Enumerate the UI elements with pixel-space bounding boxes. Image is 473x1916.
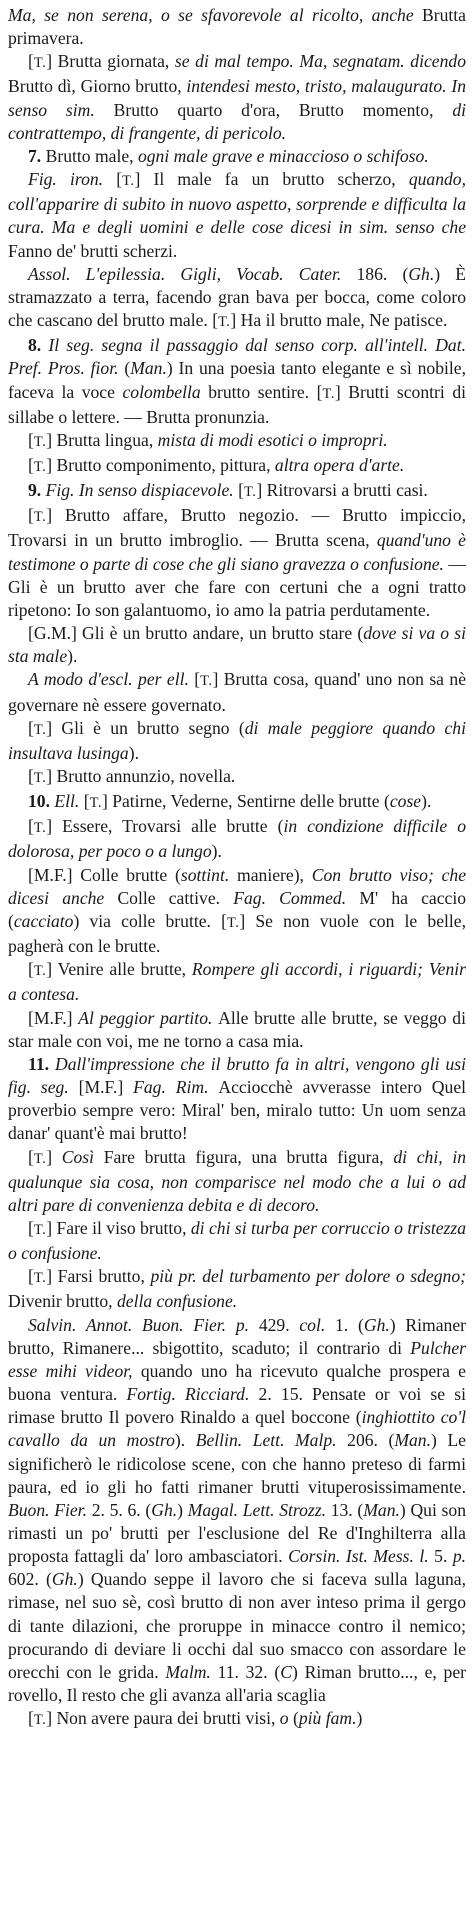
- text-run: sottint.: [180, 864, 238, 885]
- text-run: T.: [322, 385, 335, 402]
- text-run: Il seg. segna il passaggio dal senso corp. all'intell. Dat. Pref. Pros. fior.: [8, 335, 466, 379]
- entry-paragraph: [8, 1217, 466, 1265]
- text-run: Gh.: [51, 1569, 78, 1590]
- text-run: Magal. Lett. Strozz.: [187, 1499, 331, 1520]
- text-run: 186. (: [356, 263, 409, 284]
- text-run: ] Brutta lingua,: [46, 429, 158, 450]
- text-run: 1. (: [335, 1314, 364, 1335]
- text-run: [G.M.] Gli è un brutto andare, un brutto stare (: [28, 623, 364, 644]
- text-run: 2. 5. 6. (: [91, 1499, 152, 1520]
- entry-paragraph: [8, 1146, 466, 1217]
- text-run: colombella: [122, 381, 209, 402]
- text-run: C: [280, 1661, 292, 1682]
- text-run: cacciato: [13, 910, 74, 931]
- text-run: o: [279, 1708, 293, 1729]
- text-run: più fam.: [298, 1708, 357, 1729]
- text-run: ] Brutto annunzio, novella.: [46, 766, 236, 786]
- text-run: 7.: [28, 145, 46, 166]
- text-run: [: [28, 717, 34, 738]
- text-run: ] Brutti scontri di sillabe o lettere. — Brutta pronunzia.: [8, 381, 467, 427]
- text-run: 8.: [28, 335, 49, 356]
- text-run: ]: [46, 1146, 62, 1167]
- text-run: ] Gli è un brutto segno (: [46, 717, 245, 738]
- text-run: Fortig. Ricciard.: [126, 1384, 259, 1405]
- entry-paragraph: [8, 168, 466, 263]
- entry-paragraph: [8, 717, 466, 765]
- text-run: in condizione difficile o dolorosa, per poco o a lungo: [8, 816, 466, 862]
- text-run: Dall'impressione che il brutto fa in altri, vengono gli usi fig. seg.: [8, 1053, 466, 1098]
- text-run: [M.F.] Colle brutte (: [28, 864, 181, 885]
- text-run: ): [177, 1499, 188, 1520]
- text-run: T.: [243, 484, 257, 501]
- entry-paragraph: [8, 668, 466, 716]
- text-run: M' ha caccio (: [8, 887, 467, 931]
- text-run: Gh.: [408, 263, 435, 284]
- text-run: [: [28, 51, 34, 72]
- text-run: 429.: [258, 1314, 300, 1335]
- text-run: [: [28, 1266, 34, 1287]
- text-run: T.: [122, 173, 135, 190]
- entry-paragraph: [8, 864, 466, 959]
- text-run: T.: [33, 963, 47, 980]
- text-run: [: [28, 454, 34, 475]
- text-run: (: [124, 358, 131, 379]
- text-run: ).: [128, 742, 139, 763]
- text-run: [: [28, 766, 34, 786]
- text-run: ) È stramazzato a terra, facendo gran bava per bocca, come coloro che cascano del brutto male. [: [8, 263, 467, 331]
- entry-paragraph: [8, 263, 466, 334]
- text-run: T.: [33, 433, 47, 450]
- text-run: Con brutto viso; che dicesi anche: [8, 864, 467, 908]
- text-run: [M.F.]: [28, 1007, 79, 1028]
- text-run: dove si va o si sta male: [8, 623, 467, 667]
- text-run: Rompere gli accordi, i riguardi; Venir a contesa.: [8, 959, 466, 1005]
- text-run: Buon. Fier.: [8, 1499, 92, 1520]
- text-run: T.: [33, 1221, 47, 1238]
- text-run: di contrattempo, di frangente, di pericolo.: [8, 99, 466, 143]
- text-run: di chi si turba per corruccio o tristezza o confusione.: [8, 1217, 467, 1264]
- entry-paragraph: [8, 1007, 466, 1053]
- text-run: ] Se non vuole con le belle, pagherà con le brutte.: [8, 910, 466, 957]
- text-run: ] Patirne, Vederne, Sentirne delle brutte (: [101, 791, 390, 812]
- text-run: ] Venire alle brutte,: [46, 959, 192, 980]
- text-run: Salvin. Annot. Buon. Fier. p.: [28, 1314, 259, 1335]
- text-run: Fig. iron.: [28, 169, 117, 190]
- text-run: Bellin. Lett. Malp.: [195, 1430, 348, 1451]
- text-run: Brutta primavera.: [8, 5, 466, 49]
- text-run: di chi, in qualunque sia cosa, non comparisce nel modo che a lui o ad altri pare di convenienza debita e di decoro.: [8, 1146, 466, 1215]
- text-run: maniere),: [237, 864, 312, 885]
- entry-paragraph: [8, 429, 466, 454]
- text-run: ] Brutta giornata,: [46, 51, 175, 72]
- text-run: 11.: [28, 1053, 55, 1074]
- text-run: T.: [33, 770, 47, 786]
- text-run: se di mal tempo. Ma, segnatam. dicendo: [174, 51, 466, 72]
- entry-paragraph: [8, 479, 466, 504]
- text-run: ) Riman brutto..., e, per rovello, Il resto che gli avanza all'aria scaglia: [8, 1661, 466, 1706]
- text-run: ] Ha il brutto male, Ne patisce.: [230, 310, 448, 331]
- text-run: Alle brutte alle brutte, se veggo di star male con voi, me ne torno a casa mia.: [8, 1007, 466, 1051]
- text-run: [M.F.]: [78, 1077, 134, 1098]
- text-run: ] Brutta cosa, quand' uno non sa nè governare nè essere governato.: [8, 669, 467, 715]
- text-run: [: [28, 1146, 34, 1167]
- text-run: Corsin. Ist. Mess. l.: [288, 1546, 435, 1567]
- text-run: T.: [33, 1270, 47, 1287]
- text-run: cose: [389, 791, 422, 812]
- text-run: Fig. In senso dispiacevole.: [45, 480, 239, 501]
- text-run: T.: [33, 458, 47, 475]
- text-run: T.: [33, 55, 47, 72]
- text-run: p.: [452, 1546, 467, 1567]
- text-run: [: [28, 816, 34, 837]
- text-run: ] Il male fa un brutto scherzo,: [134, 169, 409, 190]
- text-run: Fag. Commed.: [233, 887, 360, 908]
- text-run: della confusione.: [116, 1291, 238, 1312]
- text-run: T.: [89, 795, 102, 812]
- text-run: T.: [33, 509, 47, 526]
- text-run: 10.: [28, 791, 55, 812]
- text-run: T.: [33, 820, 47, 837]
- text-run: [: [83, 791, 90, 812]
- text-run: Man.: [394, 1430, 432, 1451]
- text-run: ] Non avere paura dei brutti visi,: [46, 1708, 280, 1729]
- text-run: T.: [33, 1150, 47, 1167]
- text-run: 9.: [28, 480, 46, 501]
- text-run: Ma, se non serena, o se sfavorevole al ricolto, anche: [8, 5, 423, 25]
- text-run: Acciocchè avverasse intero Quel proverbio sempre vero: Miral' ben, miralo tutto: Un uom senza danar' quant'è mai brutto!: [8, 1077, 467, 1144]
- entry-paragraph: [8, 622, 466, 668]
- text-run: ).: [421, 791, 432, 812]
- text-run: Colle cattive.: [117, 887, 234, 908]
- entry-paragraph: [8, 815, 466, 863]
- text-run: ] Ritrovarsi a brutti casi.: [256, 480, 428, 501]
- text-run: quando, coll'apparire di subito in nuovo aspetto, sorprende e difficulta la cura. Ma e degli uomini e delle cose dicesi in sim. senso che: [8, 169, 466, 238]
- text-run: ) Qui son rimasti un po' brutti per l'esclusione del Re d'Inghilterra alla proposta fattagli da' loro ambasciatori.: [8, 1499, 466, 1567]
- text-run: Al peggior partito.: [78, 1007, 219, 1028]
- text-run: T.: [33, 721, 47, 738]
- text-run: Ell.: [54, 791, 84, 812]
- text-run: ] Brutto affare, Brutto negozio. — Brutto impiccio, Trovarsi in un brutto imbroglio. — Brutta scena,: [8, 505, 466, 551]
- text-run: [: [28, 959, 34, 980]
- text-run: [: [28, 1708, 34, 1729]
- text-run: Divenir brutto,: [8, 1291, 117, 1312]
- text-run: 13. (: [330, 1499, 364, 1520]
- text-run: Gh.: [151, 1499, 178, 1520]
- text-run: 602. (: [8, 1569, 52, 1590]
- text-run: brutto sentire. [: [208, 381, 323, 402]
- text-run: (: [292, 1708, 299, 1729]
- text-run: Man.: [130, 358, 167, 379]
- text-run: A modo d'escl. per ell.: [28, 669, 195, 690]
- text-run: ) In una poesia tanto elegante e sì nobile, faceva la voce: [8, 358, 466, 402]
- text-run: ] Farsi brutto,: [46, 1266, 151, 1287]
- text-run: ).: [211, 841, 222, 862]
- text-run: 5.: [434, 1546, 453, 1567]
- text-run: Fag. Rim.: [133, 1077, 219, 1098]
- text-run: Assol. L'epilessia. Gigli, Vocab. Cater.: [28, 263, 357, 284]
- text-run: più pr. del turbamento per dolore o sdegno;: [150, 1266, 466, 1287]
- text-run: ] Fare il viso brutto,: [46, 1217, 191, 1238]
- text-run: T.: [33, 1712, 47, 1729]
- text-run: 11. 32. (: [217, 1661, 281, 1682]
- text-run: inghiottito co'l cavallo da un mostro: [8, 1407, 467, 1451]
- text-run: 206. (: [347, 1430, 395, 1451]
- text-run: ) via colle brutte. [: [73, 910, 227, 931]
- text-run: [: [28, 429, 34, 450]
- text-run: ).: [174, 1430, 196, 1451]
- text-run: mista di modi esotici o impropri.: [157, 429, 388, 450]
- text-run: ) Le significherò le ridicolose scene, con che hanno preteso di farmi paura, ed io gli ho fatti rimaner brutti vituperosissimamente.: [8, 1430, 466, 1497]
- text-run: 2. 15. Pensate or voi se si rimase brutto Il povero Rinaldo a quel boccone (: [8, 1384, 466, 1428]
- entry-paragraph: [8, 50, 466, 145]
- text-run: ] Essere, Trovarsi alle brutte (: [46, 816, 284, 837]
- text-run: ) Rimaner brutto, Rimanere... sbigottito, scaduto; il contrario di: [8, 1314, 466, 1358]
- entry-paragraph: [8, 334, 466, 429]
- text-run: col.: [299, 1314, 336, 1335]
- text-run: [: [194, 669, 201, 690]
- entry-paragraph: [8, 1707, 466, 1732]
- text-run: [: [116, 169, 123, 190]
- text-run: Gh.: [363, 1314, 390, 1335]
- text-run: altra opera d'arte.: [274, 454, 405, 475]
- entry-paragraph: [8, 1053, 466, 1146]
- text-run: intendesi mesto, tristo, malaugurato. In senso sim.: [8, 76, 466, 120]
- text-run: T.: [226, 914, 240, 931]
- entry-paragraph: [8, 790, 466, 815]
- text-run: — Gli è un brutto aver che fare con certuni che a ogni tratto ripetono: Io son galantuomo, io amo la patria perdutamente.: [8, 553, 466, 620]
- text-run: Brutto male,: [45, 145, 138, 166]
- text-run: ).: [67, 646, 78, 667]
- text-run: ogni male grave e minaccioso o schifoso.: [137, 145, 429, 166]
- text-run: [: [28, 1217, 34, 1238]
- text-run: ) Quando seppe il lavoro che si faceva sulla laguna, rimase, nel suo sè, così brutto di non aver inteso prima il gergo di tante dilazioni, che proruppe in minacce contro il nemico; procurando di deviare li occhi dal suo smacco con assordare le orecchi con le grida.: [8, 1569, 466, 1682]
- entry-paragraph: [8, 145, 466, 168]
- text-run: ): [356, 1708, 363, 1729]
- entry-paragraph: [8, 4, 466, 50]
- text-run: Fare brutta figura, una brutta figura,: [103, 1146, 394, 1167]
- text-run: Pulcher esse mihi videor,: [8, 1337, 466, 1381]
- text-run: quando uno ha ricevuto qualche prospera e buona ventura.: [8, 1360, 466, 1405]
- entry-paragraph: [8, 1314, 466, 1708]
- text-run: T.: [200, 673, 213, 690]
- text-run: Man.: [363, 1499, 400, 1520]
- text-run: Brutto dì, Giorno brutto,: [8, 76, 187, 97]
- text-run: Così: [61, 1146, 104, 1167]
- text-run: T.: [218, 314, 231, 331]
- text-run: Fanno de' brutti scherzi.: [8, 240, 178, 261]
- text-run: di male peggiore quando chi insultava lusinga: [8, 717, 466, 763]
- entry-paragraph: [8, 504, 466, 622]
- entry-paragraph: [8, 1265, 466, 1313]
- text-run: [: [28, 505, 34, 526]
- text-run: Malm.: [165, 1661, 218, 1682]
- entry-paragraph: [8, 454, 466, 479]
- entry-paragraph: [8, 765, 466, 790]
- entry-paragraph: [8, 958, 466, 1006]
- text-run: quand'uno è testimone o parte di cose che gli siano gravezza o confusione.: [8, 530, 466, 574]
- text-run: [: [238, 480, 244, 501]
- text-run: ] Brutto componimento, pittura,: [46, 454, 275, 475]
- text-run: Brutto quarto d'ora, Brutto momento,: [113, 99, 453, 120]
